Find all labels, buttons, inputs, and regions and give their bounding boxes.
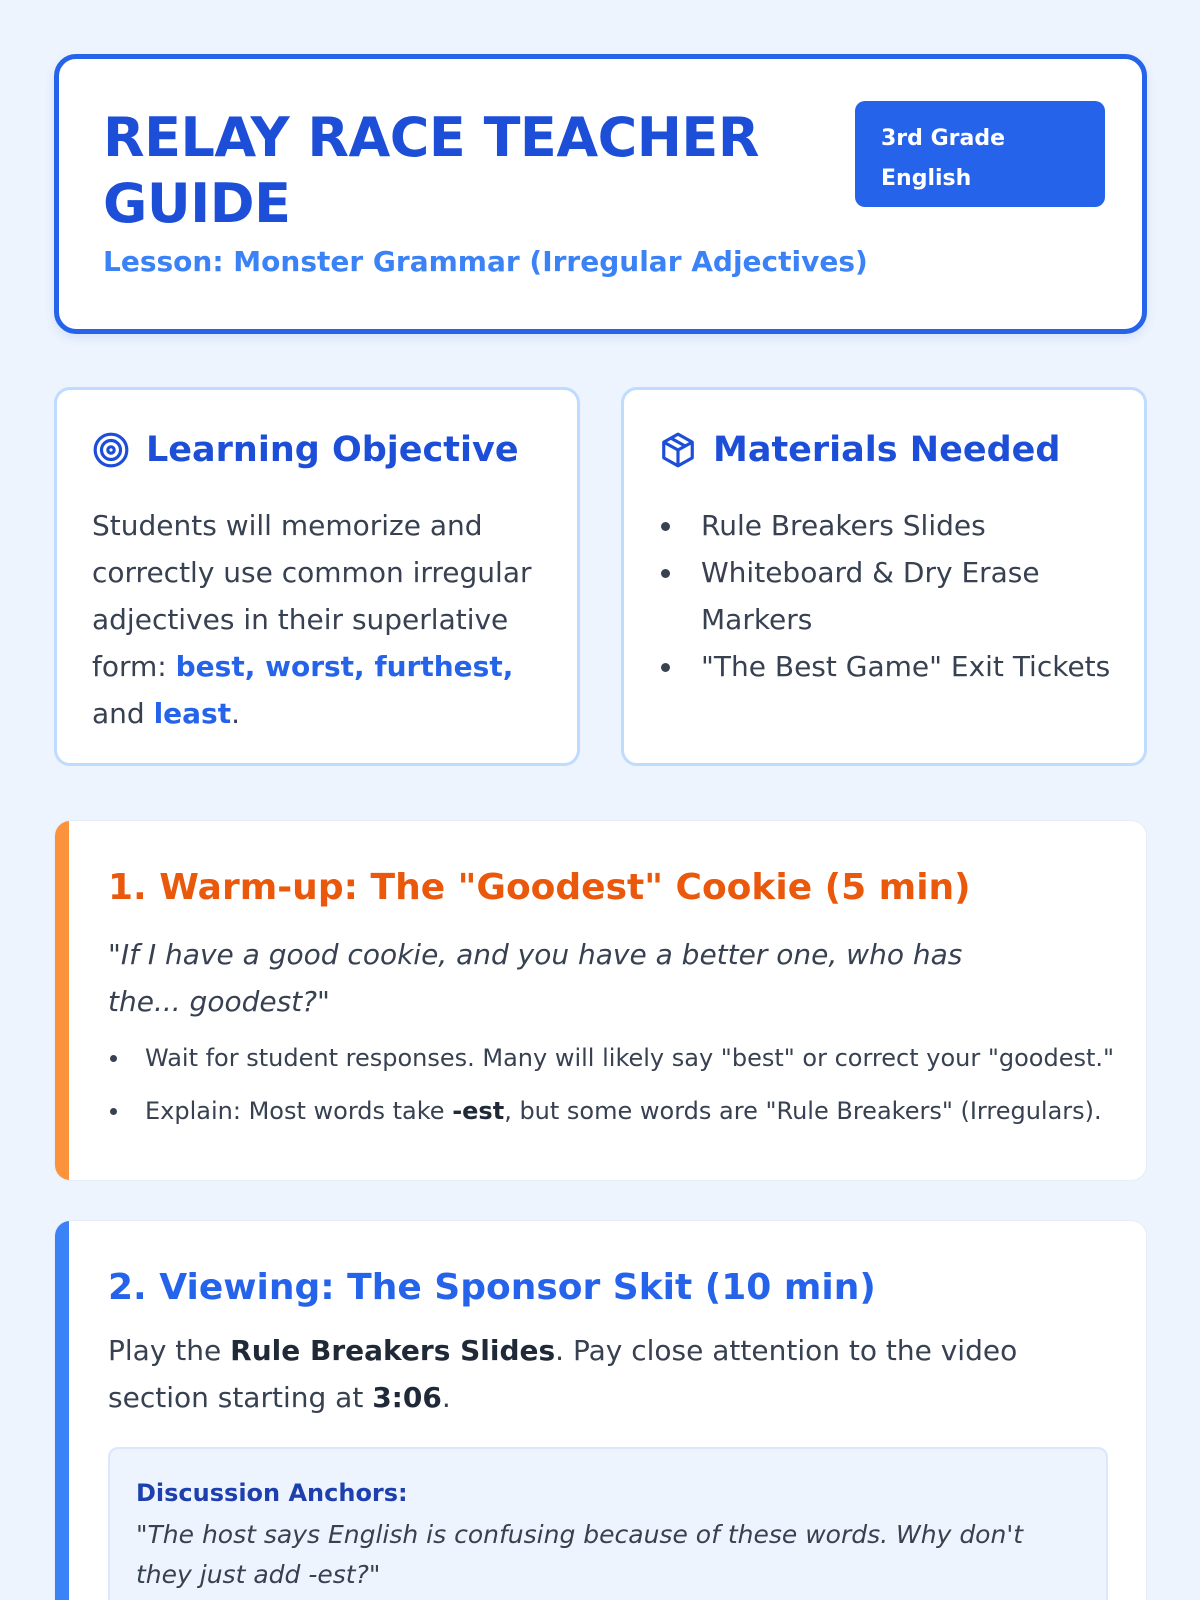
viewing-text: .	[441, 1381, 451, 1414]
objective-text-start: Students will memorize and correctly use common irregular adjectives in their superlative form:	[92, 509, 532, 683]
learning-objective-title: Learning Objective	[146, 430, 519, 470]
lesson-subtitle: Lesson: Monster Grammar (Irregular Adjectives)	[103, 245, 868, 278]
viewing-bold-slides: Rule Breakers Slides	[230, 1334, 556, 1367]
discussion-anchors-label: Discussion Anchors:	[136, 1479, 408, 1507]
discussion-anchors-box	[108, 1447, 1108, 1600]
list-item: Rule Breakers Slides	[659, 502, 1129, 549]
viewing-text: . Pay close attention to the video section starting at	[108, 1334, 1018, 1414]
viewing-accent-bar	[55, 1221, 69, 1600]
learning-objective-card	[54, 387, 580, 766]
viewing-title: 2. Viewing: The Sponsor Skit (10 min)	[108, 1267, 876, 1308]
viewing-bold-time: 3:06	[372, 1381, 442, 1414]
warmup-quote: "If I have a good cookie, and you have a better one, who has the... goodest?"	[108, 938, 963, 1018]
materials-title: Materials Needed	[713, 430, 1061, 470]
box-icon	[659, 431, 697, 469]
objective-text	[92, 502, 552, 737]
page-title: RELAY RACE TEACHER GUIDE	[103, 106, 759, 235]
grade-badge: 3rd Grade English	[855, 101, 1105, 207]
list-item: "The Best Game" Exit Tickets	[659, 643, 1129, 690]
viewing-section	[54, 1220, 1147, 1600]
header-card	[54, 54, 1147, 334]
list-item: Wait for student responses. Many will likely say "best" or correct your "goodest."	[108, 1041, 1128, 1075]
bullet-text: , but some words are "Rule Breakers" (Irregulars).	[504, 1097, 1102, 1125]
warmup-accent-bar	[55, 821, 69, 1180]
target-icon	[92, 431, 130, 469]
warmup-title: 1. Warm-up: The "Goodest" Cookie (5 min)	[108, 867, 971, 908]
viewing-text: Play the	[108, 1334, 231, 1367]
list-item	[108, 1094, 1128, 1128]
materials-header	[659, 430, 1060, 470]
viewing-instructions	[108, 1327, 1098, 1421]
materials-card	[621, 387, 1147, 766]
list-item: Whiteboard & Dry Erase Markers	[659, 549, 1129, 643]
materials-list	[659, 502, 1129, 690]
learning-objective-header	[92, 430, 519, 470]
bullet-text: Explain: Most words take	[145, 1097, 453, 1125]
objective-text-end: .	[231, 697, 241, 730]
discussion-anchors-quote: "The host says English is confusing because of these words. Why don't they just add -est?"	[136, 1520, 1023, 1589]
warmup-bullets	[108, 1041, 1128, 1147]
objective-text-mid: and	[92, 697, 154, 730]
warmup-section	[54, 820, 1147, 1181]
bullet-bold: -est	[452, 1097, 505, 1125]
objective-highlight-words: best, worst, furthest,	[175, 650, 514, 683]
objective-highlight-least: least	[153, 697, 232, 730]
